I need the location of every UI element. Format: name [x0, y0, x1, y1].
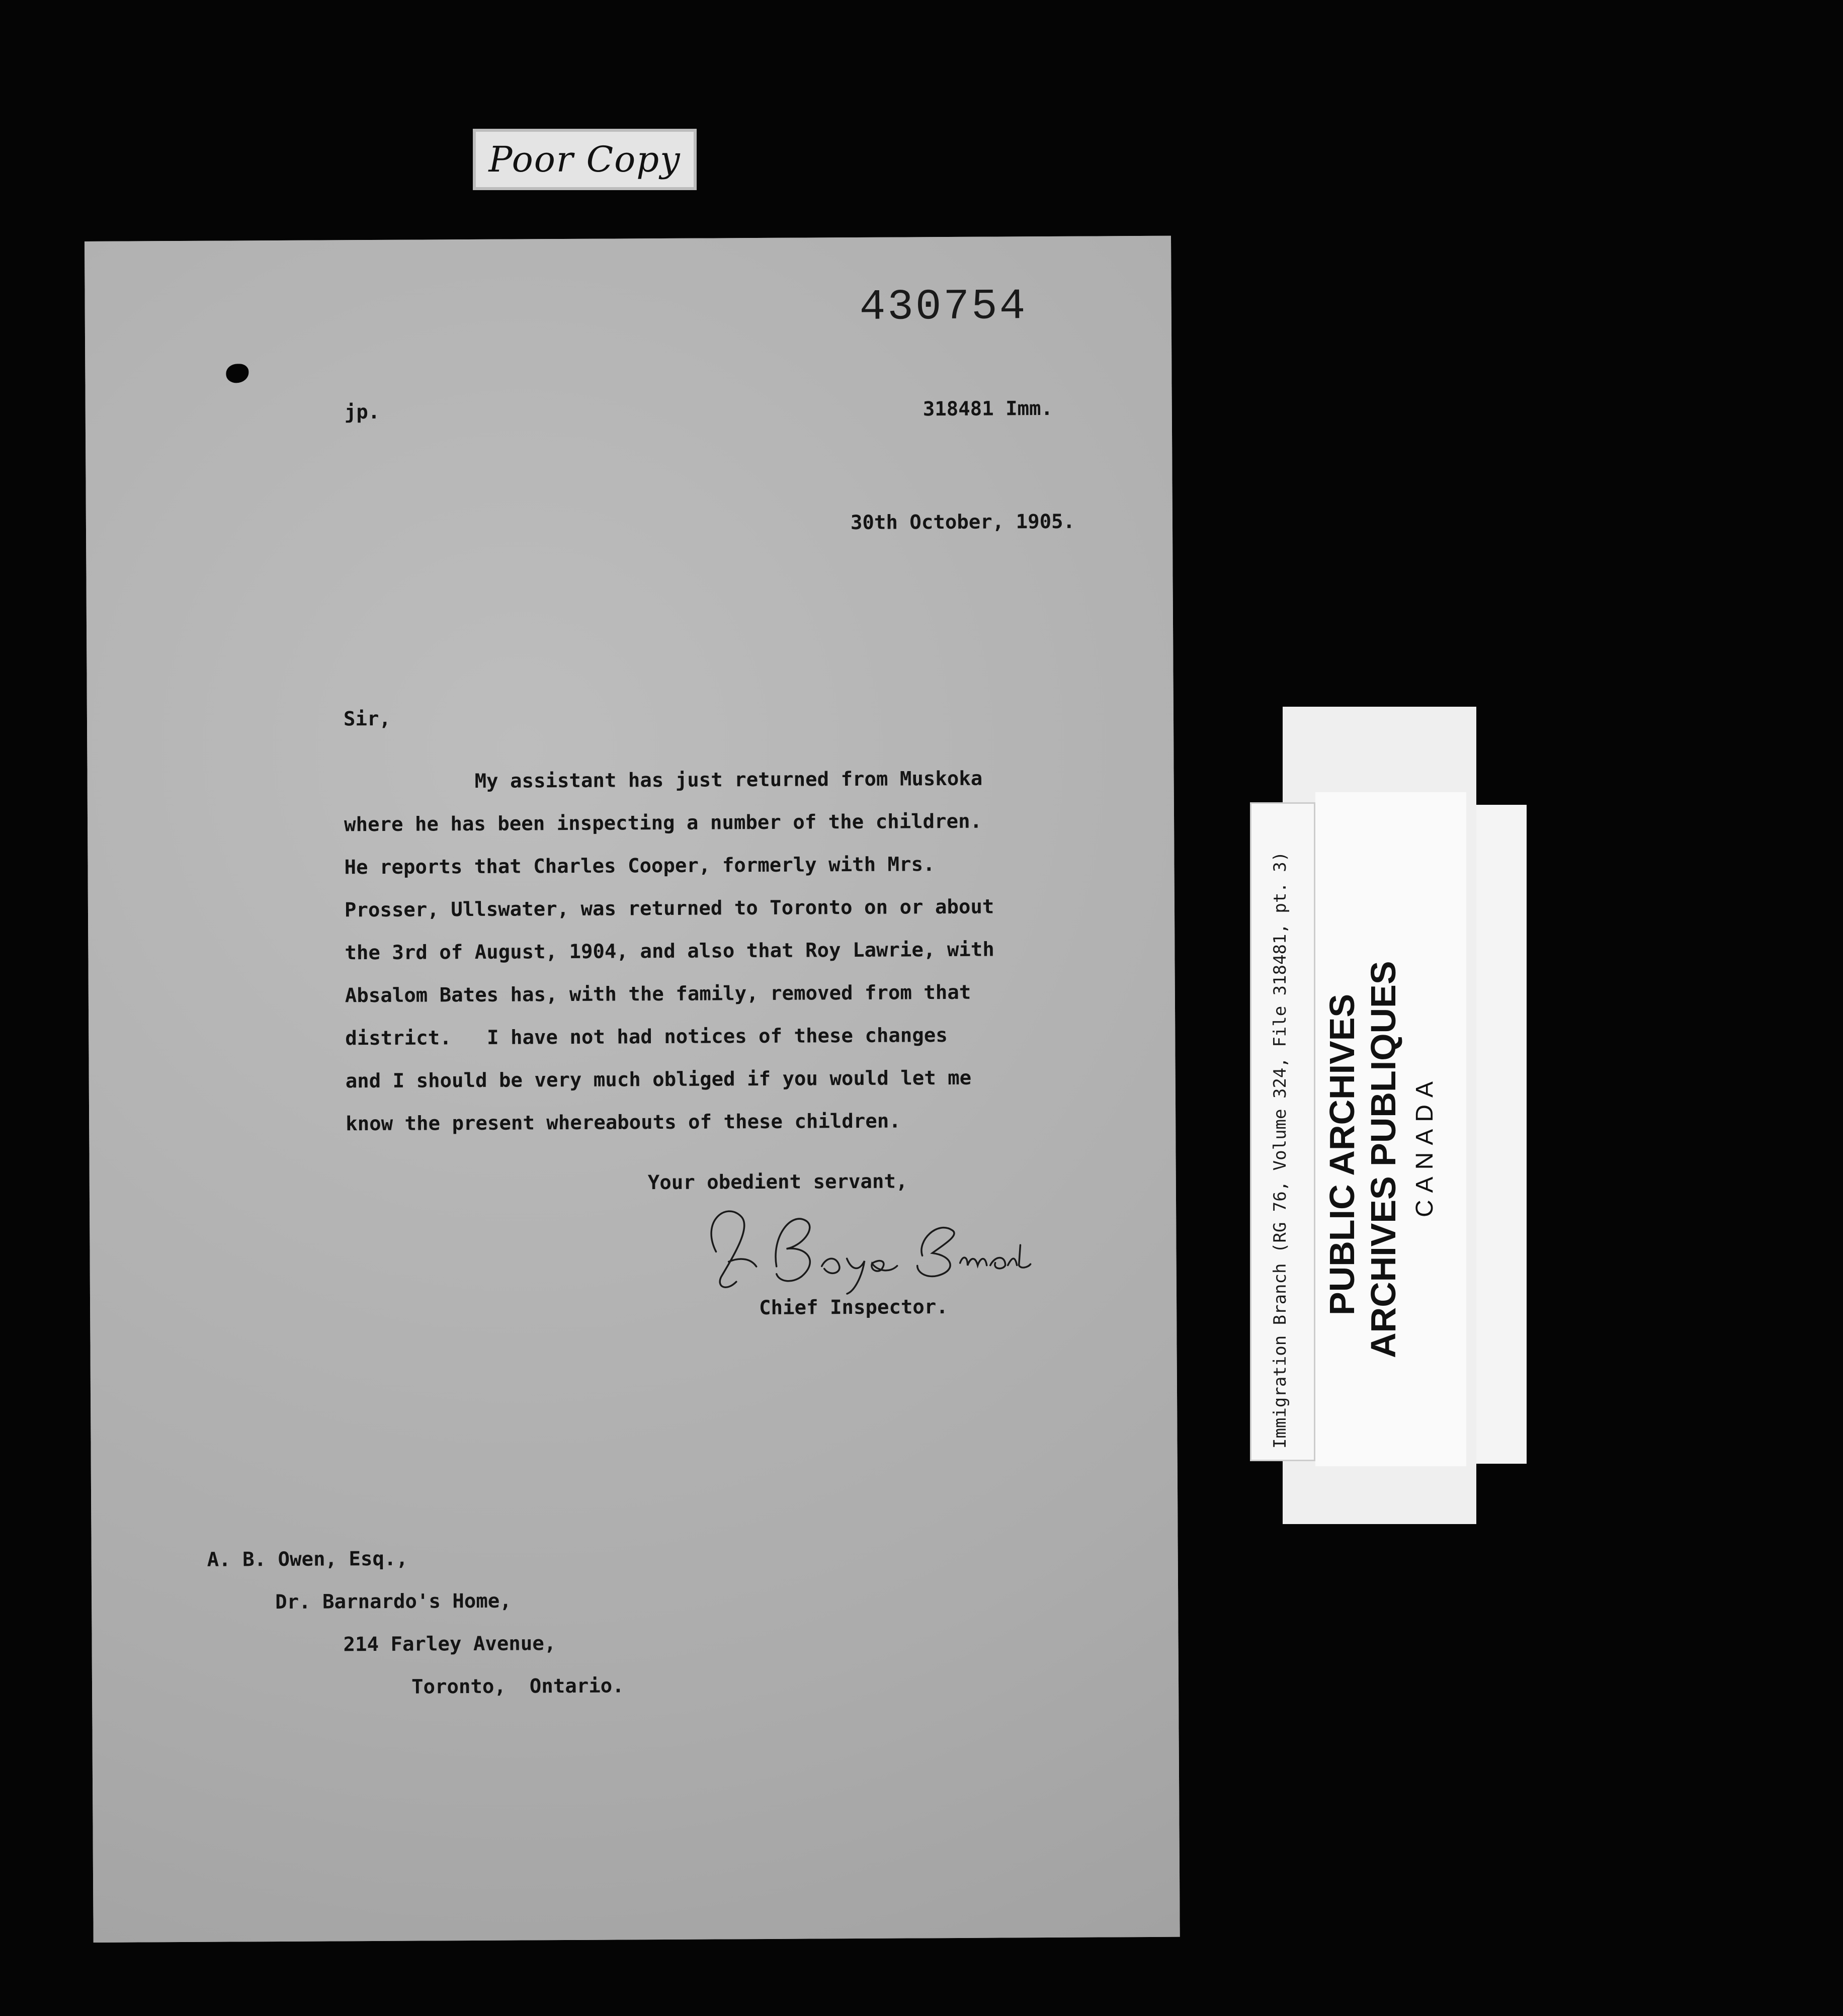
signatory-title: Chief Inspector. — [759, 1296, 948, 1320]
closing: Your obedient servant, — [647, 1170, 908, 1195]
archives-line-3: CANADA — [1411, 1074, 1438, 1217]
archive-reference: Immigration Branch (RG 76, Volume 324, File 318481, pt. 3) — [1270, 851, 1290, 1449]
address-city: Toronto, Ontario. — [411, 1674, 624, 1699]
address-street: 214 Farley Avenue, — [343, 1632, 556, 1656]
archives-line-1: PUBLIC ARCHIVES — [1322, 993, 1362, 1315]
poor-copy-text: Poor Copy — [488, 139, 681, 180]
body-line: the 3rd of August, 1904, and also that Roy Lawrie, with — [345, 938, 994, 965]
handwritten-signature — [681, 1190, 1033, 1302]
address-organization: Dr. Barnardo's Home, — [275, 1589, 512, 1614]
body-line: and I should be very much obliged if you would let me — [345, 1066, 972, 1093]
ink-blot — [226, 364, 248, 383]
body-line: know the present whereabouts of these children. — [346, 1110, 901, 1136]
letter-page — [85, 236, 1180, 1943]
document-number: 430754 — [859, 282, 1028, 332]
body-line: Prosser, Ullswater, was returned to Toronto on or about — [344, 895, 994, 922]
body-line: He reports that Charles Cooper, formerly with Mrs. — [344, 853, 935, 879]
typist-initials: jp. — [344, 400, 380, 424]
label-card-side — [1476, 805, 1527, 1464]
body-line: My assistant has just returned from Muskoka — [474, 767, 983, 793]
body-line: district. I have not had notices of these changes — [345, 1024, 948, 1050]
letter-date: 30th October, 1905. — [850, 510, 1075, 535]
archives-line-2: ARCHIVES PUBLIQUES — [1364, 961, 1403, 1358]
body-line: where he has been inspecting a number of the children. — [344, 810, 982, 836]
address-name: A. B. Owen, Esq., — [207, 1547, 408, 1571]
file-reference: 318481 Imm. — [923, 397, 1053, 421]
poor-copy-stamp — [473, 129, 697, 190]
salutation: Sir, — [343, 707, 391, 731]
body-line: Absalom Bates has, with the family, removed from that — [345, 981, 971, 1007]
